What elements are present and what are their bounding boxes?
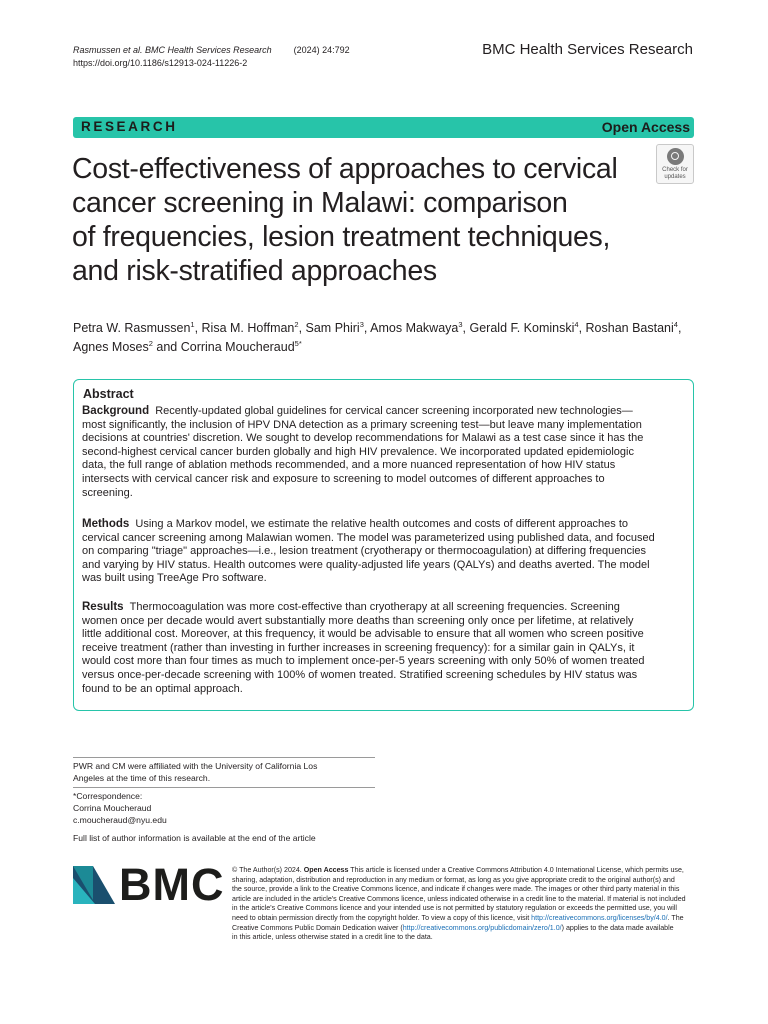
methods-label: Methods [82,518,130,530]
bmc-logo [73,859,225,910]
abstract-heading: Abstract [83,387,134,401]
author-name: Amos Makwaya [370,321,459,335]
title-line: Cost-effectiveness of approaches to cervical [72,153,618,185]
author-name: Corrina Moucheraud [180,340,295,354]
results-label: Results [82,601,124,613]
correspondence-email[interactable]: c.moucheraud@nyu.edu [73,815,167,825]
background-label: Background [82,405,150,417]
header-citation-authors: Rasmussen et al. BMC Health Services Research [73,45,272,55]
affiliation-note: PWR and CM were affiliated with the University of California Los Angeles at the time of this research. [73,761,318,783]
author-name: Roshan Bastani [585,321,674,335]
author-name: Agnes Moses [73,340,149,354]
correspondence-note: *Correspondence: Corrina Moucheraud c.moucheraud@nyu.edu [73,790,383,826]
open-access-label: Open Access [601,119,690,135]
section-label: RESEARCH [81,119,178,134]
section-banner [73,117,694,138]
crossmark-icon [667,148,684,165]
running-header [73,44,403,70]
abstract-results: Results Thermocoagulation was more cost-effective than cryotherapy at all screening frequencies. Screening women once per decade would avert substantially more deaths than screening only once per lifetime, at relatively little additional cost. Moreover, at this frequency, it would be advisable to ensure that all women who screen positive receive treatment (rather than investing in further increases in screening frequency): for a similar gain in QALYs, it would cost more than four times as much to implement once-per-5 years screening with only 50% of women treated versus once-per-decade screening with 100% of women treated. Stratified screening schedules by HIV status was found to be an optimal approach. [82,601,645,695]
check-for-updates-badge[interactable] [656,144,694,184]
bmc-logo-text: BMC [119,859,225,910]
header-doi[interactable]: https://doi.org/10.1186/s12913-024-11226-2 [73,58,248,68]
author-name: Risa M. Hoffman [201,321,295,335]
crossmark-label: Check for updates [662,167,688,180]
waiver-link[interactable]: http://creativecommons.org/publicdomain/zero/1.0/ [402,923,562,932]
abstract-methods: Methods Using a Markov model, we estimate the relative health outcomes and costs of different approaches to cervical cancer screening among Malawian women. The model was parameterized using published data, and focused on comparing "triage" approaches—i.e., lesion treatment (cryotherapy or thermocoagulation) at differing frequencies and varying by HIV status. Health outcomes were quality-adjusted life years (QALYs) and deaths averted. The model was built using TreeAge Pro software. [82,518,655,585]
footnote-divider [73,787,375,788]
article-title [72,152,642,288]
open-access-label: Open Access [303,866,349,874]
title-line: of frequencies, lesion treatment techniques, [72,221,611,253]
bmc-logo-mark-icon [73,866,115,904]
author-name: Gerald F. Kominski [469,321,575,335]
author-info-note: Full list of author information is available at the end of the article [73,833,316,843]
abstract-box [73,379,694,711]
author-name: Sam Phiri [305,321,360,335]
author-list: Petra W. Rasmussen$^1$, Risa M. Hoffman$^2$, Sam Phiri$^3$, Amos Makwaya$^3$, Gerald F. Kominski$^4$, Roshan Bastani$^4$, Agnes Moses$^2$ and Corrina Moucheraud$^{5*}$ [73,319,682,354]
title-line: cancer screening in Malawi: comparison [72,187,568,219]
correspondence-name: Corrina Moucheraud [73,803,152,813]
license-link[interactable]: http://creativecommons.org/licenses/by/4.0/ [531,913,668,922]
author-name: Petra W. Rasmussen [73,321,191,335]
abstract-background: Background Recently-updated global guidelines for cervical cancer screening incorporated new technologies— most significantly, the inclusion of HPV DNA detection as a primary screening test—but leave many implementation decisions at countries' discretion. We sought to develop recommendations for Malawi as a test case since it has the second-highest cervical cancer burden globally and high HIV prevalence. We incorporated updated epidemiologic data, the full range of ablation methods recommended, and a more nuanced representation of how HIV status intersects with cervical cancer risk and exposure to screening to model outcomes of different approaches to screening. [82,405,644,499]
license-statement: © The Author(s) 2024. Open Access This article is licensed under a Creative Commons Attribution 4.0 International License, which permits use, sharing, adaptation, distribution and reproduction in any medium or format, as long as you give appropriate credit to the original author(s) and the source, provide a link to the Creative Commons licence, and indicate if changes were made. The images or other third party material in this article are included in the article's Creative Commons licence, unless indicated otherwise in a credit line to the material. If material is not included in the article's Creative Commons licence and your intended use is not permitted by statutory regulation or exceeds the permitted use, you will need to obtain permission directly from the copyright holder. To view a copy of this licence, visit http://creativecommons.org/licenses/by/4.0/. The Creative Commons Public Domain Dedication waiver (http://creativecommons.org/publicdomain/zero/1.0/) applies to the data made available in this article, unless otherwise stated in a credit line to the data. [232,866,686,942]
header-year-volume: (2024) 24:792 [293,45,350,55]
title-line: and risk-stratified approaches [72,255,437,287]
footnote-divider [73,757,375,758]
journal-name: BMC Health Services Research [482,41,693,58]
